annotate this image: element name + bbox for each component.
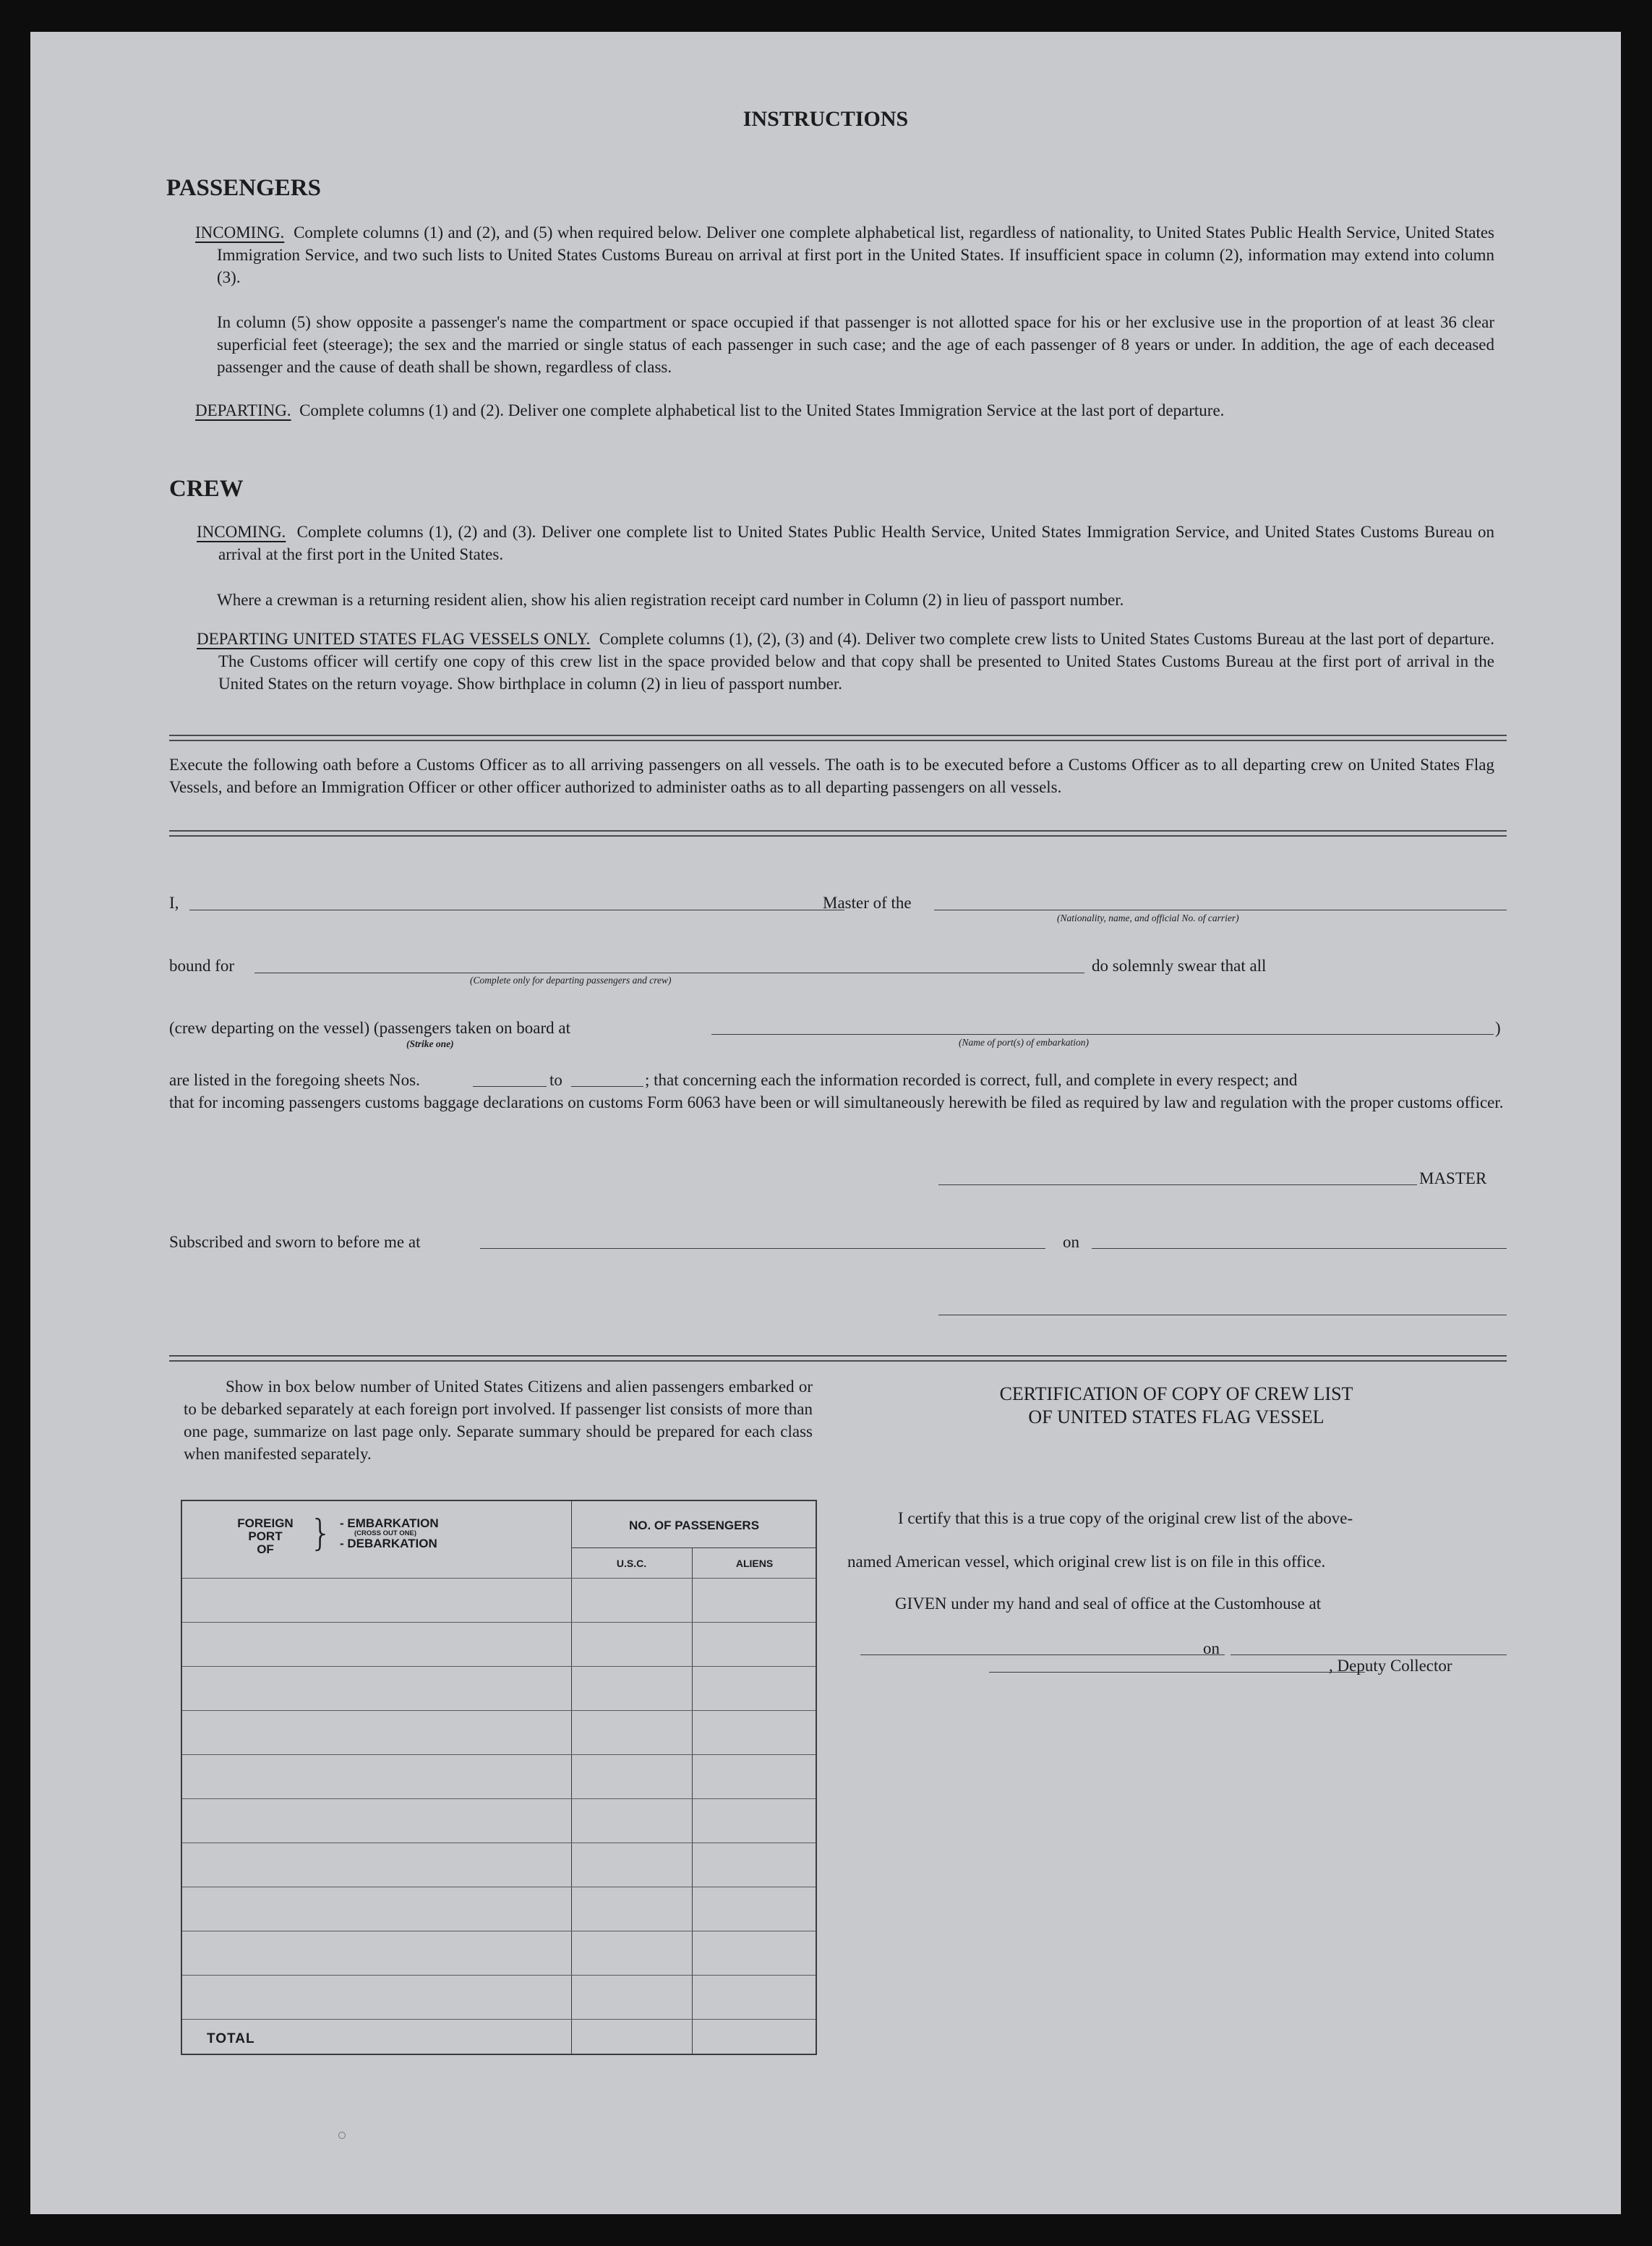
table-row[interactable]	[182, 1754, 816, 1755]
listed-text: that for incoming passengers customs baggage declarations on customs Form 6063 have been or will simultaneously herewith be filed as required by law and regulation with the proper customs officer.	[169, 1093, 1504, 1111]
certification-heading-line2: OF UNITED STATES FLAG VESSEL	[1028, 1406, 1324, 1427]
certify-line1: I certify that this is a true copy of the original crew list of the above-	[898, 1509, 1353, 1527]
section-divider	[169, 1355, 1507, 1362]
carrier-caption: (Nationality, name, and official No. of carrier)	[1057, 913, 1239, 923]
summary-instructions: Show in box below number of United States Citizens and alien passengers embarked or to be debarked separately at each foreign port involved. If passenger list consists of more than one page, summarize on last page only. Separate summary should be prepared for each class when manifested separately.	[184, 1378, 813, 1463]
section-divider	[169, 830, 1507, 837]
table-row[interactable]	[182, 1666, 816, 1667]
brace-icon: }	[309, 1512, 333, 1554]
cross-out-note: (CROSS OUT ONE)	[354, 1529, 417, 1537]
master-label: MASTER	[1419, 1169, 1487, 1187]
on-label: on	[1063, 1233, 1079, 1251]
swear-label: do solemnly swear that all	[1092, 957, 1267, 975]
master-signature-field[interactable]	[938, 1184, 1417, 1185]
customhouse-field[interactable]	[860, 1654, 1225, 1655]
sworn-date-field[interactable]	[1092, 1248, 1507, 1249]
sheet-to-field[interactable]	[571, 1086, 643, 1087]
strike-one-caption: (Strike one)	[406, 1038, 454, 1049]
certify-line2: named American vessel, which original crew list is on file in this office.	[847, 1553, 1326, 1571]
crew-incoming-paragraph	[197, 521, 1494, 565]
certify-on-label: on	[1203, 1639, 1220, 1657]
passengers-incoming-paragraph	[195, 221, 1494, 289]
embarkation-port-field[interactable]	[711, 1034, 1494, 1035]
crew-incoming-label: INCOMING.	[197, 523, 286, 541]
subscribed-label: Subscribed and sworn to before me at	[169, 1233, 421, 1251]
punch-mark	[338, 2132, 346, 2139]
table-header-divider	[571, 1547, 817, 1548]
table-row[interactable]	[182, 1622, 816, 1623]
crew-incoming-text: Complete columns (1), (2) and (3). Deliver one complete list to United States Public Health Service, United States Immigration Service, and United States Customs Bureau on arrival at the first port in the United States.	[218, 523, 1494, 563]
passengers-heading: PASSENGERS	[166, 175, 321, 201]
listed-start: are listed in the foregoing sheets Nos.	[169, 1071, 420, 1089]
bound-for-caption: (Complete only for departing passengers and crew)	[470, 975, 672, 986]
crew-departing-label: DEPARTING UNITED STATES FLAG VESSELS ONLY.	[197, 630, 591, 648]
sheet-from-field[interactable]	[473, 1086, 547, 1087]
sworn-place-field[interactable]	[480, 1248, 1045, 1249]
foreign-port-label	[226, 1517, 305, 1556]
oath-instructions: Execute the following oath before a Customs Officer as to all arriving passengers on all vessels. The oath is to be executed before a Customs Officer as to all departing crew on United States Flag Vessels, and before an Immigration Officer or other officer authorized to administer oaths as to all departing passengers on all vessels.	[169, 756, 1494, 796]
section-divider	[169, 735, 1507, 741]
no-passengers-header: NO. OF PASSENGERS	[628, 1519, 760, 1532]
passengers-departing-label: DEPARTING.	[195, 401, 291, 419]
crew-departing-paragraph	[197, 628, 1494, 695]
table-row[interactable]	[182, 1710, 816, 1711]
listed-rest: ; that concerning each the information recorded is correct, full, and complete in every respect; and	[645, 1071, 1298, 1089]
bound-for-label: bound for	[169, 957, 235, 975]
certification-heading	[862, 1383, 1491, 1429]
table-row[interactable]	[182, 1975, 816, 1976]
crew-heading: CREW	[169, 476, 244, 502]
port-caption: (Name of port(s) of embarkation)	[959, 1037, 1089, 1048]
foreign-label: FOREIGN	[237, 1516, 294, 1530]
embarkation-options	[340, 1517, 439, 1550]
page-title: INSTRUCTIONS	[742, 107, 909, 131]
to-label: to	[549, 1071, 562, 1089]
total-label: TOTAL	[207, 2031, 255, 2046]
debarkation-option[interactable]: - DEBARKATION	[340, 1537, 437, 1550]
deputy-collector-label: , Deputy Collector	[1329, 1657, 1452, 1675]
crew-departing-text: Complete columns (1), (2), (3) and (4). Deliver two complete crew lists to United States Customs Bureau at the last port of departure. The Customs officer will certify one copy of this crew list in the space provided below and that copy shall be presented to United States Customs Bureau at the first port of arrival in the United States on the return voyage. Show birthplace in column (2) in lieu of passport number.	[218, 630, 1495, 693]
passengers-departing-text: Complete columns (1) and (2). Deliver one complete alphabetical list to the United States Immigration Service at the last port of departure.	[299, 401, 1225, 419]
of-label: OF	[257, 1542, 274, 1556]
certify-line3: GIVEN under my hand and seal of office at the Customhouse at	[895, 1594, 1322, 1613]
table-row[interactable]	[182, 1578, 816, 1579]
embarkation-option[interactable]: - EMBARKATION	[340, 1516, 439, 1530]
table-row[interactable]	[182, 1798, 816, 1799]
crew-departing-label: (crew departing on the vessel) (passengers taken on board at	[169, 1019, 570, 1037]
aliens-header: ALIENS	[735, 1558, 774, 1569]
usc-header: U.S.C.	[616, 1558, 647, 1569]
table-row[interactable]	[182, 2019, 816, 2020]
table-column-divider	[692, 1547, 693, 2054]
passengers-incoming-text: Complete columns (1) and (2), and (5) when required below. Deliver one complete alphabetical list, regardless of nationality, to United States Public Health Service, United States Immigration Service, and two such lists to United States Customs Bureau on arrival at first port in the United States. If insufficient space in column (2), information may extend into column (3).	[217, 223, 1494, 286]
port-label: PORT	[248, 1529, 283, 1543]
table-column-divider	[571, 1501, 572, 2054]
crew-resident-paragraph: Where a crewman is a returning resident alien, show his alien registration receipt card number in Column (2) in lieu of passport number.	[217, 591, 1124, 609]
certification-heading-line1: CERTIFICATION OF COPY OF CREW LIST	[999, 1383, 1353, 1404]
passenger-summary-table	[181, 1500, 817, 2055]
close-paren: )	[1495, 1019, 1501, 1037]
deputy-collector-signature-field[interactable]	[989, 1672, 1365, 1673]
oath-i-label: I,	[169, 894, 179, 912]
master-of-label: Master of the	[823, 894, 912, 912]
passengers-column5-paragraph: In column (5) show opposite a passenger's name the compartment or space occupied if that passenger is not allotted space for his or her exclusive use in the proportion of at least 36 clear superficial feet (steerage); the sex and the married or single status of each passenger in such case; and the age of each passenger of 8 years or under. In addition, the age of each deceased passenger and the cause of death shall be shown, regardless of class.	[217, 313, 1494, 376]
passengers-incoming-label: INCOMING.	[195, 223, 285, 242]
passengers-departing-paragraph	[195, 399, 1494, 422]
form-page	[30, 32, 1621, 2214]
